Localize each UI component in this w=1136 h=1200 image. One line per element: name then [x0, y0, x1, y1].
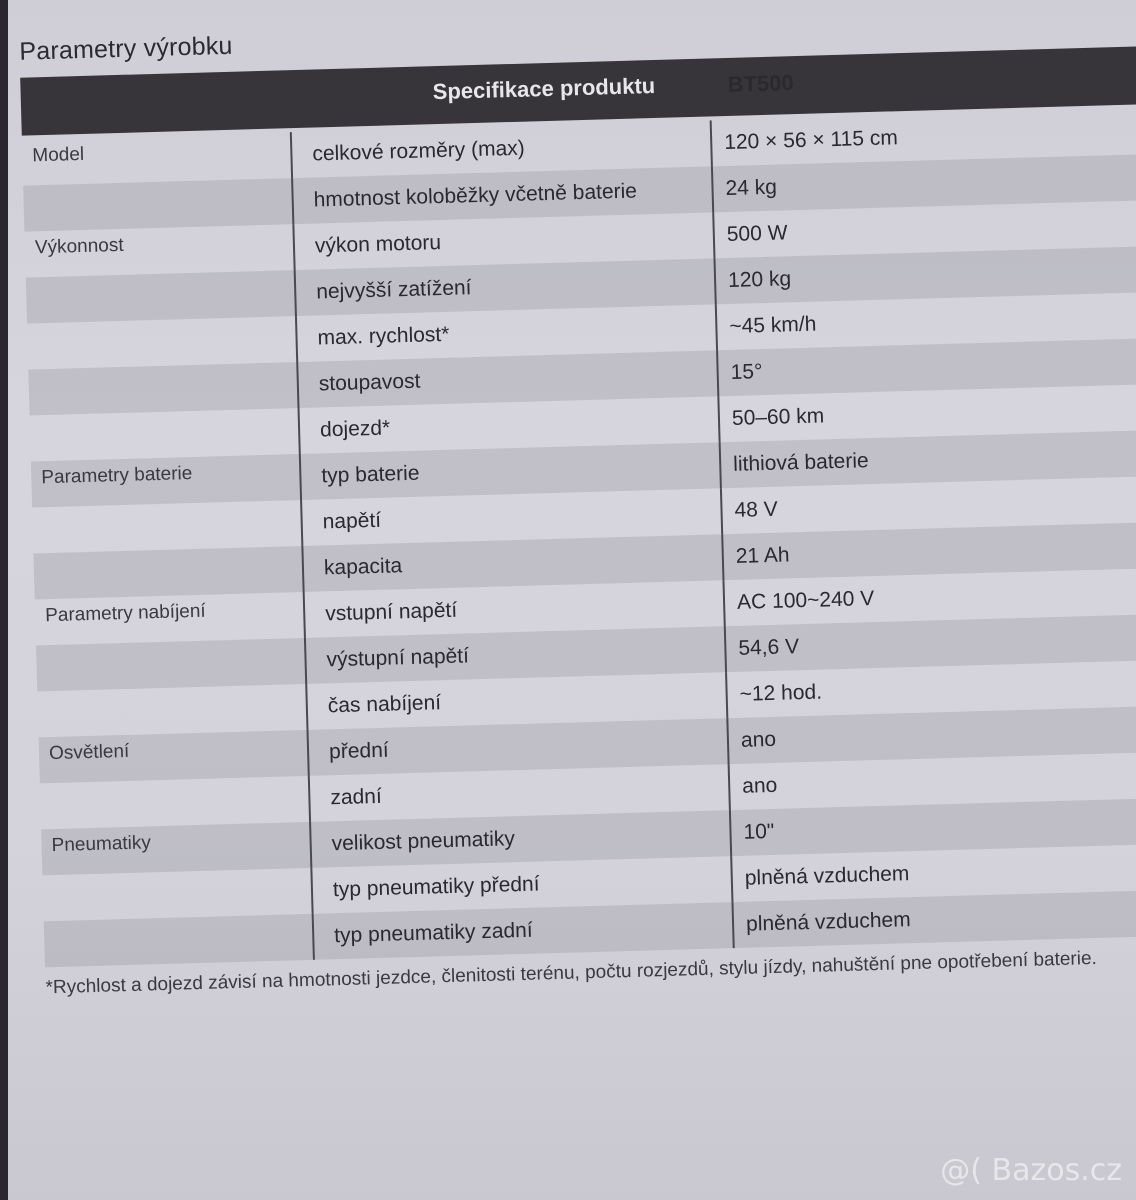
- parameter-value: ano: [726, 717, 776, 764]
- parameter-label: výstupní napětí: [304, 626, 725, 684]
- footnote: *Rychlost a dojezd závisí na hmotnosti jezdce, členitosti terénu, počtu rozjezdů, stylu jízdy, nahuštění pne opotřebení baterie.: [45, 947, 1098, 999]
- parameter-label: vstupní napětí: [303, 580, 724, 638]
- parameter-value: plněná vzduchem: [730, 851, 910, 902]
- category-label: Parametry baterie: [41, 463, 193, 489]
- parameter-value: 15°: [716, 349, 763, 396]
- parameter-value: 48 V: [720, 487, 778, 535]
- parameter-label: velikost pneumatiky: [309, 810, 730, 868]
- parameter-value: ~45 km/h: [715, 302, 817, 351]
- parameter-label: typ pneumatiky zadní: [312, 902, 733, 960]
- page-title: Parametry výrobku: [19, 31, 233, 66]
- parameter-label: stoupavost: [296, 350, 717, 408]
- category-label: Výkonnost: [34, 234, 124, 259]
- parameter-value: 120 × 56 × 115 cm: [710, 115, 899, 166]
- parameter-value: plněná vzduchem: [731, 897, 911, 948]
- parameter-value: AC 100~240 V: [722, 576, 874, 626]
- parameter-value: 120 kg: [713, 256, 791, 304]
- parameter-label: hmotnost koloběžky včetně baterie: [291, 166, 712, 224]
- parameter-label: čas nabíjení: [305, 672, 726, 730]
- table-header-label: Specifikace produktu: [432, 72, 656, 105]
- parameter-value: 500 W: [712, 210, 788, 258]
- parameter-value: 50–60 km: [717, 393, 824, 442]
- parameter-value: ano: [728, 763, 778, 810]
- parameter-value: 21 Ah: [721, 532, 790, 580]
- parameter-label: napětí: [300, 488, 721, 546]
- parameter-value: 54,6 V: [724, 624, 800, 672]
- parameter-label: typ pneumatiky přední: [310, 856, 731, 914]
- parameter-label: typ baterie: [299, 442, 720, 500]
- category-label: Osvětlení: [48, 740, 130, 765]
- document-page: [8, 0, 1136, 1200]
- parameter-label: kapacita: [301, 534, 722, 592]
- parameter-value: ~12 hod.: [725, 670, 823, 719]
- parameter-label: nejvyšší zatížení: [294, 258, 715, 316]
- category-label: Pneumatiky: [51, 832, 152, 857]
- parameter-value: lithiová baterie: [719, 438, 870, 488]
- spec-sheet: [8, 0, 1136, 1020]
- parameter-label: zadní: [308, 764, 729, 822]
- category-label: Model: [32, 143, 85, 167]
- parameter-value: 10": [729, 809, 775, 856]
- parameter-label: celkové rozměry (max): [290, 120, 711, 178]
- watermark: @( Bazos.cz: [940, 1153, 1122, 1188]
- parameter-label: max. rychlost*: [295, 304, 716, 362]
- parameter-label: přední: [306, 718, 727, 776]
- model-value: BT500: [727, 70, 795, 97]
- parameter-label: výkon motoru: [292, 212, 713, 270]
- category-label: Parametry nabíjení: [44, 600, 206, 627]
- parameter-label: dojezd*: [298, 396, 719, 454]
- spec-table: [22, 108, 1136, 968]
- parameter-value: 24 kg: [711, 165, 778, 213]
